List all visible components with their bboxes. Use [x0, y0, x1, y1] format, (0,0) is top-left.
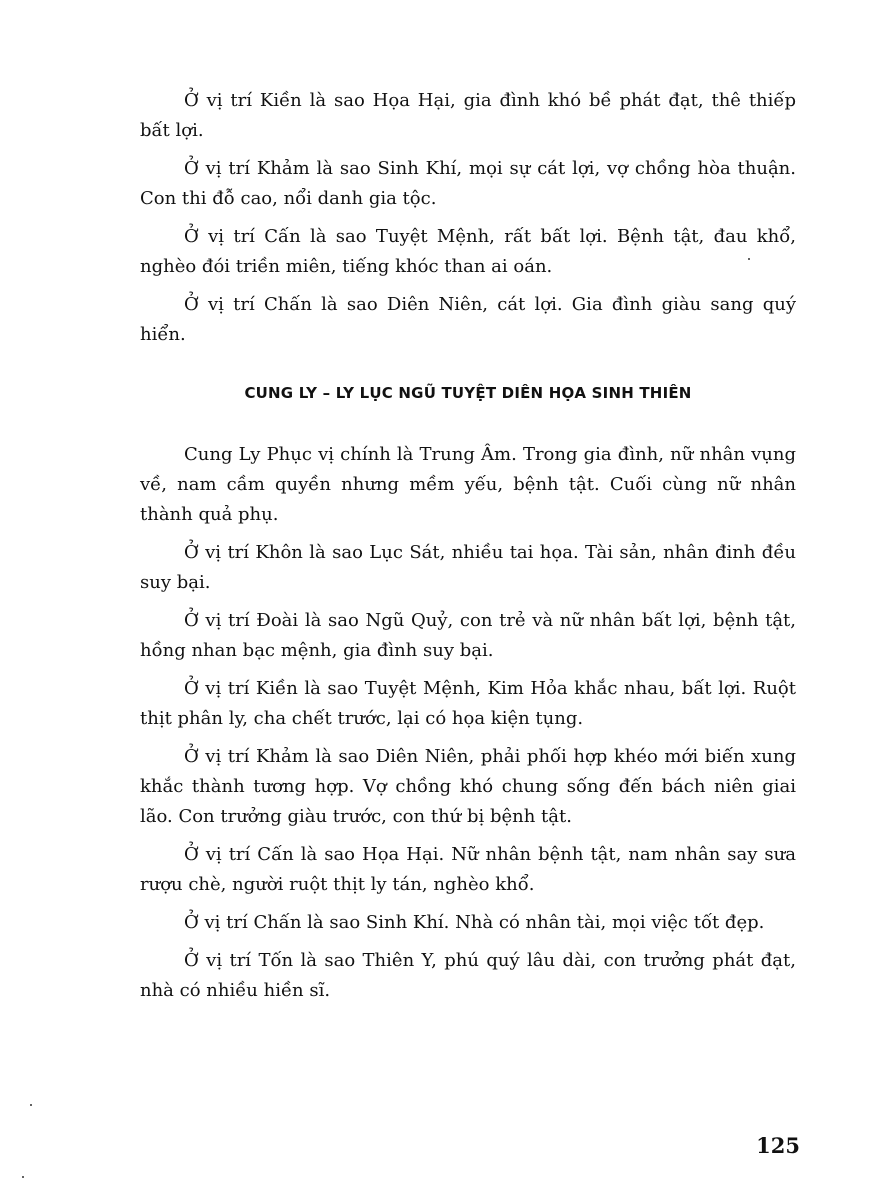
paragraph: Ở vị trí Cấn là sao Họa Hại. Nữ nhân bệnh tật, nam nhân say sưa rượu chè, người ruột thịt ly tán, nghèo khổ.	[140, 844, 796, 895]
top-text-block	[140, 86, 796, 358]
paragraph: Ở vị trí Khảm là sao Sinh Khí, mọi sự cát lợi, vợ chồng hòa thuận. Con thi đỗ cao, nổi danh gia tộc.	[140, 158, 796, 209]
paragraph: Ở vị trí Khôn là sao Lục Sát, nhiều tai họa. Tài sản, nhân đinh đều suy bại.	[140, 542, 796, 593]
bottom-text-block	[140, 440, 796, 1014]
paragraph: Ở vị trí Cấn là sao Tuyệt Mệnh, rất bất lợi. Bệnh tật, đau khổ, nghèo đói triền miên, tiếng khóc than ai oán.	[140, 226, 796, 277]
scan-speck	[30, 1104, 32, 1106]
paragraph: Ở vị trí Khảm là sao Diên Niên, phải phối hợp khéo mới biến xung khắc thành tương hợp. Vợ chồng khó chung sống đến bách niên giai lão. Con trưởng giàu trước, con thứ bị bệnh tật.	[140, 746, 796, 827]
paragraph: Ở vị trí Tốn là sao Thiên Y, phú quý lâu dài, con trưởng phát đạt, nhà có nhiều hiền sĩ.	[140, 950, 796, 1001]
paragraph: Cung Ly Phục vị chính là Trung Âm. Trong gia đình, nữ nhân vụng về, nam cầm quyền nhưng mềm yếu, bệnh tật. Cuối cùng nữ nhân thành quả phụ.	[140, 444, 796, 525]
paragraph: Ở vị trí Kiền là sao Họa Hại, gia đình khó bề phát đạt, thê thiếp bất lợi.	[140, 90, 796, 141]
paragraph: Ở vị trí Chấn là sao Sinh Khí. Nhà có nhân tài, mọi việc tốt đẹp.	[184, 912, 765, 933]
page-number: 125	[756, 1133, 800, 1158]
paragraph: Ở vị trí Đoài là sao Ngũ Quỷ, con trẻ và nữ nhân bất lợi, bệnh tật, hồng nhan bạc mệnh, gia đình suy bại.	[140, 610, 796, 661]
paragraph: Ở vị trí Kiền là sao Tuyệt Mệnh, Kim Hỏa khắc nhau, bất lợi. Ruột thịt phân ly, cha chết trước, lại có họa kiện tụng.	[140, 678, 796, 729]
scan-speck	[748, 258, 750, 260]
scan-speck	[22, 1176, 24, 1178]
section-heading: CUNG LY – LY LỤC NGŨ TUYỆT DIÊN HỌA SINH THIÊN	[244, 384, 692, 402]
paragraph: Ở vị trí Chấn là sao Diên Niên, cát lợi. Gia đình giàu sang quý hiển.	[140, 294, 796, 345]
